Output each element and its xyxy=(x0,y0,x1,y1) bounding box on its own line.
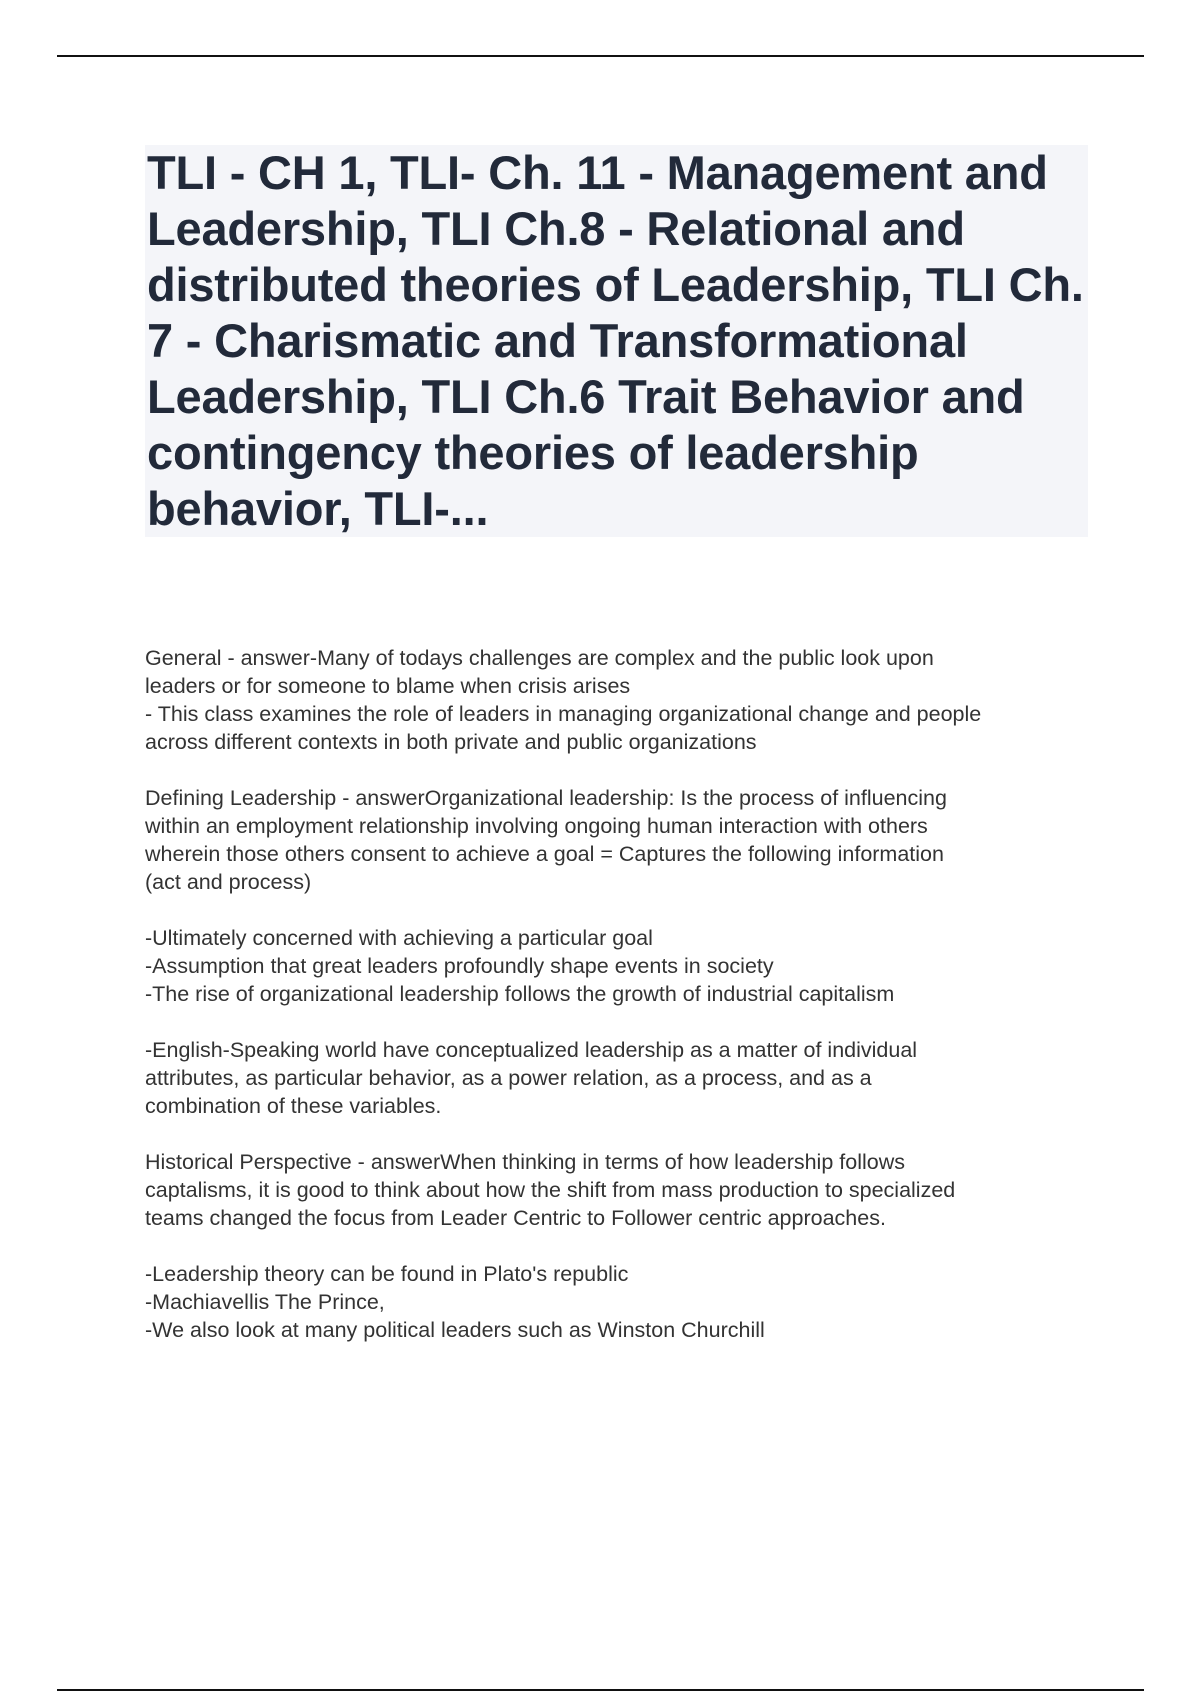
text-line: Historical Perspective - answerWhen thinking in terms of how leadership follows xyxy=(145,1150,905,1174)
bottom-divider xyxy=(57,1689,1144,1691)
paragraph-defining-leadership xyxy=(145,784,1105,896)
paragraph-historical-perspective xyxy=(145,1148,1105,1232)
text-line: -Leadership theory can be found in Plato's republic xyxy=(145,1262,629,1286)
paragraph-english-speaking xyxy=(145,1036,1105,1120)
text-line: (act and process) xyxy=(145,870,312,894)
paragraph-general xyxy=(145,644,1105,756)
text-line: Defining Leadership - answerOrganizational leadership: Is the process of influencing xyxy=(145,786,947,810)
document-body xyxy=(145,644,1105,1372)
paragraph-theory-sources xyxy=(145,1260,1105,1344)
text-line: captalisms, it is good to think about how the shift from mass production to specialized xyxy=(145,1178,956,1202)
text-line: -The rise of organizational leadership follows the growth of industrial capitalism xyxy=(145,982,895,1006)
title-block xyxy=(145,145,1088,537)
text-line: -Assumption that great leaders profoundly shape events in society xyxy=(145,954,774,978)
text-line: -We also look at many political leaders such as Winston Churchill xyxy=(145,1318,765,1342)
paragraph-goal-points xyxy=(145,924,1105,1008)
text-line: within an employment relationship involving ongoing human interaction with others xyxy=(145,814,928,838)
document-title: TLI - CH 1, TLI- Ch. 11 - Management and Leadership, TLI Ch.8 - Relational and distributed theories of Leadership, TLI Ch. 7 - Charismatic and Transformational Leadership, TLI Ch.6 Trait Behavior and contingency theories of leadership behavior, TLI-... xyxy=(147,146,1084,535)
text-line: leaders or for someone to blame when crisis arises xyxy=(145,674,631,698)
text-line: -English-Speaking world have conceptualized leadership as a matter of individual xyxy=(145,1038,918,1062)
text-line: -Machiavellis The Prince, xyxy=(145,1290,385,1314)
text-line: General - answer-Many of todays challenges are complex and the public look upon xyxy=(145,646,934,670)
top-divider xyxy=(57,55,1144,57)
text-line: across different contexts in both private and public organizations xyxy=(145,730,757,754)
text-line: attributes, as particular behavior, as a power relation, as a process, and as a xyxy=(145,1066,872,1090)
text-line: combination of these variables. xyxy=(145,1094,442,1118)
text-line: wherein those others consent to achieve a goal = Captures the following information xyxy=(145,842,944,866)
text-line: -Ultimately concerned with achieving a particular goal xyxy=(145,926,653,950)
text-line: teams changed the focus from Leader Centric to Follower centric approaches. xyxy=(145,1206,886,1230)
text-line: - This class examines the role of leaders in managing organizational change and people xyxy=(145,702,982,726)
